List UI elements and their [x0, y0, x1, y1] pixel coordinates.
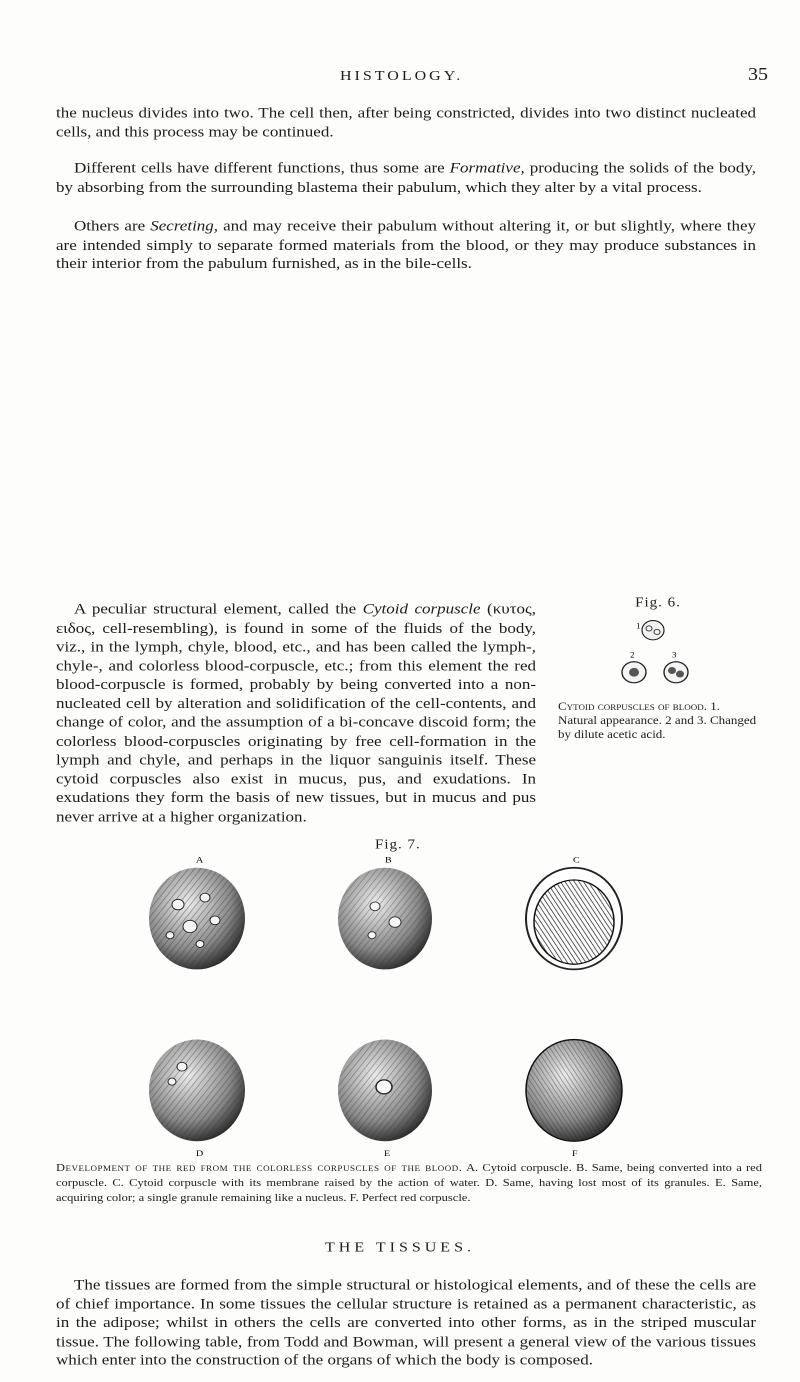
figure-6-caption: Cytoid corpuscles of blood. 1. Natural appearance. 2 and 3. Changed by dilute acetic acid. — [558, 699, 757, 741]
page-number: 35 — [748, 64, 768, 85]
fig7-letter-e: E — [383, 1149, 391, 1159]
fig6-number-2: 2 — [630, 649, 635, 660]
figure-6 — [558, 596, 758, 742]
paragraph-tissues: The tissues are formed from the simple structural or histological elements, and of these the cells are of chief importance. In some tissues the cellular structure is retained as a permanent characteristic, as in the adipose; whilst in others the cells are converted into other forms, as in the striped muscular tissue. The following table, from Todd and Bowman, will present a general view of the various tissues which enter into the construction of the organs of which the body is composed. — [56, 1276, 756, 1369]
fig7-corpuscle-b — [338, 868, 432, 970]
fig7-corpuscle-e — [338, 1040, 432, 1142]
fig7-letter-a: A — [196, 855, 204, 866]
fig7-corpuscle-d — [149, 1040, 245, 1142]
fig6-number-1: 1 — [636, 621, 641, 631]
term-formative: Formative, — [449, 159, 525, 177]
fig6-corpuscle-1 — [642, 621, 664, 640]
running-head: HISTOLOGY. — [340, 68, 464, 84]
section-heading: THE TISSUES. — [325, 1240, 475, 1256]
figure-6-label: Fig. 6. — [635, 596, 681, 611]
term-cytoid-corpuscle: Cytoid corpuscle — [362, 600, 481, 618]
fig6-nucleus — [668, 667, 676, 674]
figure-6-illustration — [558, 611, 758, 686]
figure-7-caption: Development of the red from the colorless corpuscles of the blood. A. Cytoid corpuscle. B. Same, being converted into a red corpuscle. C. Cytoid corpuscle with its membrane raised by the action of water. D. Same, having lost most of its granules. E. Same, acquiring color; a single granule remaining like a nucleus. F. Perfect red corpuscle. — [56, 1161, 762, 1204]
fig6-nucleus — [629, 668, 639, 677]
figure-7-label: Fig. 7. — [375, 837, 421, 852]
fig6-number-3: 3 — [672, 649, 677, 660]
fig7-corpuscle-f — [526, 1040, 622, 1142]
fig7-letter-c: C — [573, 855, 580, 866]
fig7-corpuscle-a — [149, 868, 245, 970]
fig7-letter-f: F — [572, 1149, 578, 1159]
fig7-letter-d: D — [196, 1149, 204, 1159]
paragraph-formative: Different cells have different functions, thus some are Formative, producing the solids of the body, by absorbing from the surrounding blastema their pabulum, which they alter by a vital process. — [56, 159, 756, 196]
fig6-nucleus — [676, 671, 684, 678]
fig7-letter-b: B — [385, 855, 392, 866]
paragraph-continuation: the nucleus divides into two. The cell then, after being constricted, divides into two distinct nucleated cells, and this process may be continued. — [56, 104, 756, 140]
term-secreting: Secreting, — [150, 217, 219, 235]
fig6-corpuscle-3 — [664, 662, 688, 683]
paragraph-cytoid-corpuscle: A peculiar structural element, called the Cytoid corpuscle (κυτος, ειδος, cell-resembling), is found in some of the fluids of the body, viz., in the lymph, chyle, blood, etc., and has been called the lymph-, chyle-, and colorless blood-corpuscle, etc.; from this element the red blood-corpuscle is formed, probably by being converted into a non-nucleated cell by alteration and solidification of the cell-contents, and change of color, and the assumption of a bi-concave discoid form; the colorless blood-corpuscles originating by free cell-formation in the lymph and chyle, and perhaps in the liquor sanguinis itself. These cytoid corpuscles also exist in mucus, pus, and exudations. In exudations they form the basis of new tissues, but in mucus and pus never arrive at a higher organization. — [56, 600, 537, 825]
paragraph-secreting: Others are Secreting, and may receive their pabulum without altering it, or but slightly, where they are intended simply to separate formed materials from the blood, or they may produce substances in their interior from the pabulum furnished, as in the bile-cells. — [56, 217, 756, 272]
fig7-corpuscle-c — [526, 868, 622, 970]
